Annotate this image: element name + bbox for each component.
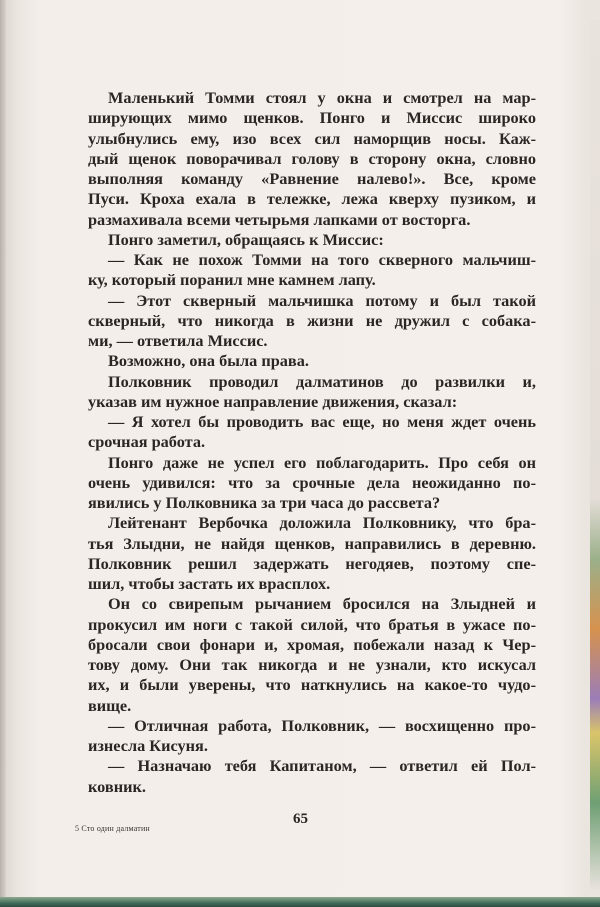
text-line: — Отличная работа, Полковник, — восхищенно про- xyxy=(108,715,536,735)
text-line: Возможно, она была права. xyxy=(108,351,309,371)
text-line: тову дому. Они так никогда и не узнали, кто искусал xyxy=(88,655,536,674)
text-line: Маленький Томми стоял у окна и смотрел на мар- xyxy=(108,88,536,107)
body-text xyxy=(88,88,536,797)
text-line: указав им нужное направление движения, сказал: xyxy=(88,391,458,411)
text-line: скверный, что никогда в жизни не дружил с собака- xyxy=(88,310,536,330)
text-line: срочная работа. xyxy=(88,432,206,452)
text-line: их, и были уверены, что наткнулись на какое-то чудо- xyxy=(88,675,536,695)
text-line: Понго даже не успел его поблагодарить. Про себя он xyxy=(108,452,536,472)
text-line: тья Злыдни, не найдя щенков, направились в деревню. xyxy=(88,533,536,553)
text-line: ку, который поранил мне камнем лапу. xyxy=(88,270,376,290)
page-binding-edge xyxy=(0,0,6,907)
text-line: — Я хотел бы проводить вас еще, но меня ждет очень xyxy=(108,412,536,431)
text-line: Полковник проводил далматинов до развилки и, xyxy=(108,371,536,391)
text-line: изнесла Кисуня. xyxy=(88,736,208,755)
text-line: ширующих мимо щенков. Понго и Миссис широко xyxy=(88,108,536,128)
text-line: Лейтенант Вербочка доложила Полковнику, что бра- xyxy=(108,513,536,533)
text-line: дый щенок поворачивал голову в сторону окна, словно xyxy=(88,148,536,168)
text-line: Он со свирепым рычанием бросился на Злыдней и xyxy=(108,594,536,614)
text-line: — Этот скверный мальчишка потому и был такой xyxy=(108,290,536,310)
text-line: ковник. xyxy=(88,776,146,796)
text-line: бросали свои фонари и, хромая, побежали назад к Чер- xyxy=(88,634,536,654)
text-line: выполняя команду «Равнение налево!». Все, кроме xyxy=(88,169,536,188)
text-line: улыбнулись ему, изо всех сил наморщив носы. Каж- xyxy=(88,128,536,148)
text-line: Полковник решил задержать негодяев, поэтому спе- xyxy=(88,553,536,573)
text-line: Понго заметил, обращаясь к Миссис: xyxy=(108,229,384,249)
text-line: шил, чтобы застать их врасплох. xyxy=(88,574,331,593)
text-line: вище. xyxy=(88,695,132,715)
text-line: явились у Полковника за три часа до рассвета? xyxy=(88,493,441,512)
cover-edge-strip xyxy=(590,20,600,890)
text-line: очень удивился: что за срочные дела неожиданно по- xyxy=(88,472,536,492)
cover-bottom-strip xyxy=(0,897,600,907)
page-number: 65 xyxy=(293,811,308,827)
signature-footer: 5 Сто один далматин xyxy=(75,824,150,833)
text-line: Пуси. Кроха ехала в тележке, лежа кверху пузиком, и xyxy=(88,189,536,209)
text-line: прокусил им ноги с такой силой, что братья в ужасе по- xyxy=(88,614,536,634)
text-line: ми, — ответила Миссис. xyxy=(88,331,268,350)
text-line: — Как не похож Томми на того скверного мальчиш- xyxy=(108,250,536,269)
text-line: размахивала всеми четырьмя лапками от восторга. xyxy=(88,209,471,229)
text-line: — Назначаю тебя Капитаном, — ответил ей Пол- xyxy=(108,756,536,776)
